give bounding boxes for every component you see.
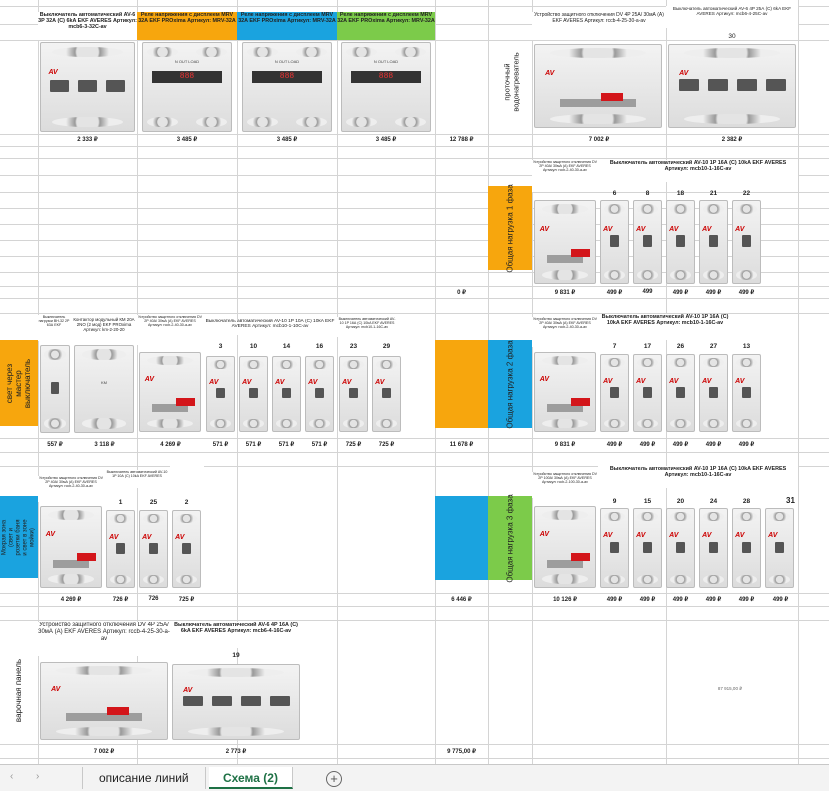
- phase2-num-4: 27: [709, 343, 718, 350]
- row4-label: Мокрая зона (свет и розетки баня и свет в зоне мойки): [0, 496, 38, 578]
- phase1-num-4: 21: [709, 190, 718, 197]
- row4-header-breaker: Выключатель автоматический AV-10 1P 10А (C) 10kA EKF AVERES: [104, 470, 170, 488]
- phase1-header-rcd: Устройство защитного отключения DV 2P 40А/ 30мА (А) EKF AVERES Артикул: rccb-2-40-30-a-av: [532, 160, 598, 192]
- voltage-relay-image-1: N OUT LOAD 888: [142, 42, 232, 132]
- row4-price-rcd: 4 269 ₽: [60, 597, 82, 603]
- row3-breaker-image-3: AV: [272, 356, 301, 432]
- row5-total: 9 775,00 ₽: [447, 749, 476, 755]
- row4-price-1: 726 ₽: [112, 597, 129, 603]
- voltage-relay-image-2: N OUT LOAD 888: [242, 42, 332, 132]
- row3-num-1: 3: [218, 343, 223, 350]
- phase2-breaker-image-1: AV: [600, 354, 629, 432]
- phase1-price-4: 499 ₽: [705, 290, 722, 296]
- phase3-num-6: 31: [786, 496, 795, 505]
- row3-header-rcd: Устройство защитного отключения DV 2P 40А/ 30мА (А) EKF AVERES Артикул: rccb-2-40-30-a-av: [137, 315, 203, 345]
- row1-price-1: 2 333 ₽: [77, 137, 98, 143]
- row3-breaker-image-5: AV: [339, 356, 368, 432]
- phase3-num-1: 9: [612, 498, 617, 505]
- phase3-breaker-image-6: AV: [765, 508, 794, 588]
- phase3-breaker-image-2: AV: [633, 508, 662, 588]
- row3-contactor-image: KM: [74, 345, 134, 433]
- add-sheet-icon[interactable]: +: [326, 771, 342, 787]
- row3-price-switch: 557 ₽: [47, 442, 63, 448]
- phase3-price-2: 499 ₽: [639, 597, 656, 603]
- row1-price-4: 3 485 ₽: [375, 137, 397, 143]
- breaker-4p-image: AV: [668, 44, 796, 128]
- phase1-label: Общая нагрузка 1 фаза: [488, 186, 532, 270]
- row4-price-2: 726: [148, 596, 159, 602]
- phase2-price-5: 499 ₽: [738, 442, 755, 448]
- phase1-num-2: 8: [645, 190, 650, 197]
- row5-rcd-image: AV: [40, 662, 168, 740]
- phase2-breaker-image-3: AV: [666, 354, 695, 432]
- phase2-num-2: 17: [643, 343, 652, 350]
- row1r-header-breaker: Выключатель автоматический AV-6 4P 25А (C) 6kA EKF AVERES Артикул: mcb6-4-25C-av: [666, 6, 798, 28]
- row4-empty-blue: [435, 496, 488, 580]
- phase3-price-4: 499 ₽: [705, 597, 722, 603]
- phase2-header-breaker: Выключатель автоматический AV-10 1P 16А (C) 10kA EKF AVERES Артикул: mcb10-1-16C-av: [598, 314, 732, 340]
- prev-sheet-arrow-icon[interactable]: ‹: [10, 771, 14, 782]
- phase2-num-3: 26: [676, 343, 685, 350]
- phase3-header-breaker: Выключатель автоматический AV-10 1P 16А (C) 10kA EKF AVERES Артикул: mcb10-1-16C-av: [598, 466, 798, 488]
- row3-empty-orange: [435, 340, 488, 428]
- row3-price-contactor: 3 118 ₽: [94, 442, 115, 448]
- row3-breaker-image-2: AV: [239, 356, 268, 432]
- phase2-breaker-image-4: AV: [699, 354, 728, 432]
- phase2-breaker-image-5: AV: [732, 354, 761, 432]
- phase1-breaker-image-5: AV: [732, 200, 761, 284]
- phase3-num-4: 24: [709, 498, 718, 505]
- row1-header-relay-3: Реле напряжения с дисплеем MRV 32A EKF PROxima Артикул: MRV-32A: [337, 12, 435, 40]
- phase2-header-rcd: Устройство защитного отключения DV 2P 40А/ 30мА (А) EKF AVERES Артикул: rccb-2-40-30-a-av: [532, 317, 598, 347]
- phase3-num-5: 28: [742, 498, 751, 505]
- phase1-price-3: 499 ₽: [672, 290, 689, 296]
- phase3-num-2: 15: [643, 498, 652, 505]
- phase1-header-breaker: Выключатель автоматический AV-10 1P 16А (C) 10kA EKF AVERES Артикул: mcb10-1-16C-av: [598, 160, 798, 182]
- phase1-breaker-image-1: AV: [600, 200, 629, 284]
- row4-breaker-image-3: AV: [172, 510, 201, 588]
- row3-breaker-image-1: AV: [206, 356, 235, 432]
- phase1-breaker-image-2: AV: [633, 200, 662, 284]
- row3-price-5: 725 ₽: [345, 442, 362, 448]
- phase2-price-1: 499 ₽: [606, 442, 623, 448]
- row4-total: 6 446 ₽: [451, 597, 472, 603]
- phase3-price-rcd: 10 126 ₽: [553, 597, 577, 603]
- row3-num-6: 29: [382, 343, 391, 350]
- row3-header-breaker-10: Выключатель автоматический AV-10 1P 10А (C) 10kA EKF AVERES Артикул: mcb10-1-10C-av: [204, 319, 336, 335]
- row1-header-relay-2: Реле напряжения с дисплеем MRV 32A EKF PROxima Артикул: MRV-32A: [237, 12, 337, 40]
- row4-price-3: 725 ₽: [178, 597, 195, 603]
- phase3-breaker-image-1: AV: [600, 508, 629, 588]
- phase3-price-6: 499 ₽: [772, 597, 789, 603]
- row1-price-2: 3 485 ₽: [176, 137, 198, 143]
- phase1-breaker-image-4: AV: [699, 200, 728, 284]
- row5-line-number: 19: [232, 652, 240, 659]
- phase1-num-1: 6: [612, 190, 617, 197]
- row4-num-2: 25: [149, 499, 158, 506]
- row4-header-rcd: Устройство защитного отключения DV 2P 40А/ 30мА (А) EKF AVERES Артикул: rccb-2-40-30-a-av: [38, 476, 104, 502]
- voltage-relay-image-3: N OUT LOAD 888: [341, 42, 431, 132]
- row3-header-breaker-16: Выключатель автоматический AV-10 1P 16А (C) 10kA EKF AVERES Артикул: mcb10-1-16C-av: [337, 317, 397, 337]
- phase2-num-5: 13: [742, 343, 751, 350]
- row3-num-3: 14: [282, 343, 291, 350]
- phase1-price-2: 499: [642, 289, 653, 295]
- phase1-num-5: 22: [742, 190, 751, 197]
- row5-price-rcd: 7 002 ₽: [93, 749, 115, 755]
- sheet-tab-bar: [0, 764, 829, 791]
- phase3-price-1: 499 ₽: [606, 597, 623, 603]
- row1-price-3: 3 485 ₽: [276, 137, 298, 143]
- row3-rcd-image: AV: [139, 352, 201, 432]
- phase3-header-rcd: Устройство защитного отключения DV 2P 100А/ 30мА (А) EKF AVERES Артикул: rccb-2-100-30-a-av: [532, 472, 598, 498]
- row4-breaker-image-2: AV: [139, 510, 168, 588]
- phase3-breaker-image-4: AV: [699, 508, 728, 588]
- row3-price-rcd: 4 269 ₽: [160, 442, 181, 448]
- breaker-3p-image: AV: [40, 42, 135, 132]
- row3-num-5: 23: [349, 343, 358, 350]
- next-sheet-arrow-icon[interactable]: ›: [36, 771, 40, 782]
- row3-num-4: 16: [315, 343, 324, 350]
- row3-num-2: 10: [249, 343, 258, 350]
- row3-header-switch: Выключатель нагрузки ВН-32 2P 63А EKF: [38, 315, 70, 341]
- row1r-line-number: 30: [728, 33, 736, 40]
- phase2-num-1: 7: [612, 343, 617, 350]
- phase3-num-3: 20: [676, 498, 685, 505]
- row5-header-breaker: Выключатель автоматический AV-6 4P 16А (C) 6kA EKF AVERES Артикул: mcb6-4-16C-av: [170, 622, 302, 648]
- phase2-label: Общая нагрузка 2 фаза: [488, 340, 532, 428]
- row1r-price-2: 2 382 ₽: [721, 137, 743, 143]
- row5-label: варочная панель: [14, 658, 24, 722]
- phase2-header-extra: [732, 315, 764, 339]
- row3-switch-image: [40, 345, 70, 433]
- row3-breaker-image-6: AV: [372, 356, 401, 432]
- row4-rcd-image: AV: [40, 506, 102, 588]
- row3-total: 11 678 ₽: [449, 442, 474, 448]
- row5-breaker-image: AV: [172, 664, 300, 740]
- grand-total: 87 915,00 ₽: [717, 686, 743, 691]
- row4-header-extra: [170, 466, 204, 496]
- row3-label: свет через мастер выключатель: [0, 340, 38, 426]
- phase3-breaker-image-5: AV: [732, 508, 761, 588]
- phase2-price-2: 499 ₽: [639, 442, 656, 448]
- phase1-price-1: 499 ₽: [606, 290, 623, 296]
- phase2-price-rcd: 9 831 ₽: [554, 442, 576, 448]
- row3-price-3: 571 ₽: [278, 442, 295, 448]
- water-heater-label: проточный водонагреватель: [503, 52, 521, 112]
- row5-header-rcd: Устройство защитного отключения DV 4P 25А/ 30мА (А) EKF AVERES Артикул: rccb-4-25-30-a-av: [38, 622, 170, 656]
- row1r-header-rcd: Устройство защитного отключения DV 4P 25А/ 30мА (А) EKF AVERES Артикул: rccb-4-25-30-a-av: [532, 12, 666, 40]
- phase1-price-rcd: 9 831 ₽: [554, 290, 576, 296]
- phase3-price-5: 499 ₽: [738, 597, 755, 603]
- tab-schema-2[interactable]: Схема (2): [209, 767, 293, 789]
- phase3-breaker-image-3: AV: [666, 508, 695, 588]
- phase3-label: Общая нагрузка 3 фаза: [488, 496, 532, 580]
- row3-price-6: 725 ₽: [378, 442, 395, 448]
- row4-num-3: 2: [184, 499, 189, 506]
- row1-header-breaker: Выключатель автоматический AV-6 3P 32А (C) 6kA EKF AVERES Артикул: mcb6-3-32C-av: [38, 12, 137, 40]
- row3-price-2: 571 ₽: [245, 442, 262, 448]
- phase1-rcd-image: AV: [534, 200, 596, 284]
- row1-total: 12 788 ₽: [449, 137, 474, 143]
- phase2-breaker-image-2: AV: [633, 354, 662, 432]
- row5-price-breaker: 2 773 ₽: [225, 749, 247, 755]
- phase3-price-3: 499 ₽: [672, 597, 689, 603]
- tab-opisanie-liniy[interactable]: описание линий: [82, 767, 206, 789]
- phase1-price-5: 499 ₽: [738, 290, 755, 296]
- rcd-4p-image: AV: [534, 44, 662, 128]
- phase1-num-3: 18: [676, 190, 685, 197]
- row1r-price-1: 7 002 ₽: [588, 137, 610, 143]
- row3-header-contactor: Контактор модульный КМ 20А 2NO (2 мод) EKF PROxima Артикул: km-2-20-20: [72, 317, 136, 343]
- row4-breaker-image-1: AV: [106, 510, 135, 588]
- phase3-rcd-image: AV: [534, 506, 596, 588]
- row1-header-relay-1: Реле напряжения с дисплеем MRV 32A EKF PROxima Артикул: MRV-32A: [137, 12, 237, 40]
- row3-price-1: 571 ₽: [212, 442, 229, 448]
- row4-num-1: 1: [118, 499, 123, 506]
- phase1-breaker-image-3: AV: [666, 200, 695, 284]
- phase2-price-4: 499 ₽: [705, 442, 722, 448]
- row3-breaker-image-4: AV: [305, 356, 334, 432]
- phase2-rcd-image: AV: [534, 352, 596, 432]
- row2-total: 0 ₽: [457, 290, 466, 296]
- phase2-price-3: 499 ₽: [672, 442, 689, 448]
- row3-price-4: 571 ₽: [311, 442, 328, 448]
